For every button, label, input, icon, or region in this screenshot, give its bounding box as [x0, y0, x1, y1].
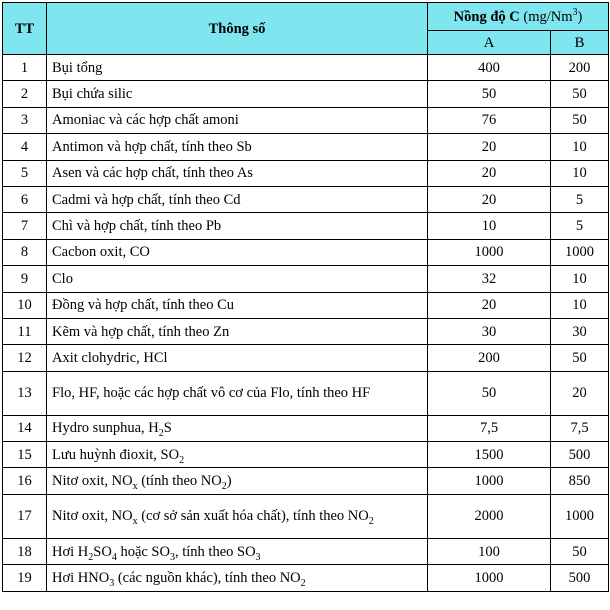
- parameter-name: Nitơ oxit, $NO_x$ (cơ sở sản xuất hóa chất), tính theo $NO_2$: [47, 494, 428, 538]
- header-tt: TT: [3, 3, 47, 55]
- row-number: 8: [3, 239, 47, 265]
- row-number: 1: [3, 55, 47, 81]
- value-a: 50: [428, 371, 551, 415]
- row-number: 2: [3, 81, 47, 107]
- value-a: 7,5: [428, 415, 551, 441]
- row-number: 10: [3, 292, 47, 318]
- parameter-name: Bụi tổng: [47, 55, 428, 81]
- value-b: 50: [551, 81, 609, 107]
- value-b: 850: [551, 468, 609, 494]
- parameter-name: Hydro sunphua, $H_2S$: [47, 415, 428, 441]
- header-concentration-unit: (mg/Nm$^3$): [523, 6, 583, 25]
- value-a: 1000: [428, 565, 551, 591]
- parameter-name: Đồng và hợp chất, tính theo Cu: [47, 292, 428, 318]
- row-number: 11: [3, 318, 47, 344]
- value-a: 20: [428, 134, 551, 160]
- table-row: [3, 81, 609, 107]
- parameter-name: Nitơ oxit, $NO_x$ (tính theo $NO_2$): [47, 468, 428, 494]
- row-number: 5: [3, 160, 47, 186]
- table-row: [3, 494, 609, 538]
- value-b: 500: [551, 565, 609, 591]
- parameter-name: Clo: [47, 266, 428, 292]
- value-b: 7,5: [551, 415, 609, 441]
- row-number: 12: [3, 345, 47, 371]
- value-b: 1000: [551, 494, 609, 538]
- header-column-a: A: [428, 31, 551, 55]
- value-b: 50: [551, 345, 609, 371]
- parameter-name: Chì và hợp chất, tính theo Pb: [47, 213, 428, 239]
- table-row: [3, 160, 609, 186]
- header-column-b: B: [551, 31, 609, 55]
- parameter-name: Amoniac và các hợp chất amoni: [47, 107, 428, 133]
- table-row: [3, 538, 609, 564]
- row-number: 14: [3, 415, 47, 441]
- parameter-name: Asen và các hợp chất, tính theo As: [47, 160, 428, 186]
- table-row: [3, 213, 609, 239]
- row-number: 7: [3, 213, 47, 239]
- emission-limits-table: [2, 2, 609, 592]
- value-a: 1500: [428, 442, 551, 468]
- table-row: [3, 107, 609, 133]
- value-a: 10: [428, 213, 551, 239]
- value-b: 5: [551, 213, 609, 239]
- value-a: 50: [428, 81, 551, 107]
- value-a: 32: [428, 266, 551, 292]
- value-b: 10: [551, 160, 609, 186]
- parameter-name: Cacbon oxit, CO: [47, 239, 428, 265]
- table-row: [3, 345, 609, 371]
- parameter-name: Cadmi và hợp chất, tính theo Cd: [47, 186, 428, 212]
- value-a: 1000: [428, 468, 551, 494]
- table-row: [3, 239, 609, 265]
- table-row: [3, 468, 609, 494]
- header-concentration-label: Nồng độ C: [453, 8, 520, 25]
- table-row: [3, 186, 609, 212]
- table-row: [3, 318, 609, 344]
- table-row: [3, 415, 609, 441]
- row-number: 6: [3, 186, 47, 212]
- value-a: 200: [428, 345, 551, 371]
- header-parameter: Thông số: [47, 3, 428, 55]
- value-b: 10: [551, 292, 609, 318]
- value-a: 1000: [428, 239, 551, 265]
- row-number: 16: [3, 468, 47, 494]
- value-b: 200: [551, 55, 609, 81]
- value-b: 5: [551, 186, 609, 212]
- row-number: 19: [3, 565, 47, 591]
- parameter-name: Hơi $H_2SO_4$ hoặc $SO_3$, tính theo $SO_3$: [47, 538, 428, 564]
- value-b: 30: [551, 318, 609, 344]
- value-a: 20: [428, 160, 551, 186]
- value-b: 50: [551, 107, 609, 133]
- parameter-name: Antimon và hợp chất, tính theo Sb: [47, 134, 428, 160]
- header-concentration: [428, 3, 609, 31]
- row-number: 15: [3, 442, 47, 468]
- table-row: [3, 371, 609, 415]
- row-number: 4: [3, 134, 47, 160]
- value-a: 100: [428, 538, 551, 564]
- value-a: 20: [428, 292, 551, 318]
- value-a: 2000: [428, 494, 551, 538]
- row-number: 18: [3, 538, 47, 564]
- value-b: 1000: [551, 239, 609, 265]
- value-b: 10: [551, 266, 609, 292]
- table-row: [3, 442, 609, 468]
- value-a: 400: [428, 55, 551, 81]
- table-row: [3, 266, 609, 292]
- value-a: 76: [428, 107, 551, 133]
- parameter-name: Bụi chứa silic: [47, 81, 428, 107]
- value-b: 10: [551, 134, 609, 160]
- table-row: [3, 134, 609, 160]
- value-b: 20: [551, 371, 609, 415]
- parameter-name: Lưu huỳnh đioxit, $SO_2$: [47, 442, 428, 468]
- row-number: 3: [3, 107, 47, 133]
- table-row: [3, 55, 609, 81]
- table-row: [3, 565, 609, 591]
- header-row: [3, 3, 609, 31]
- parameter-name: Kẽm và hợp chất, tính theo Zn: [47, 318, 428, 344]
- parameter-name: Flo, HF, hoặc các hợp chất vô cơ của Flo, tính theo HF: [47, 371, 428, 415]
- row-number: 13: [3, 371, 47, 415]
- parameter-name: Hơi $HNO_3$ (các nguồn khác), tính theo $NO_2$: [47, 565, 428, 591]
- parameter-name: Axit clohydric, HCl: [47, 345, 428, 371]
- value-a: 20: [428, 186, 551, 212]
- value-b: 50: [551, 538, 609, 564]
- row-number: 17: [3, 494, 47, 538]
- value-b: 500: [551, 442, 609, 468]
- value-a: 30: [428, 318, 551, 344]
- row-number: 9: [3, 266, 47, 292]
- table-row: [3, 292, 609, 318]
